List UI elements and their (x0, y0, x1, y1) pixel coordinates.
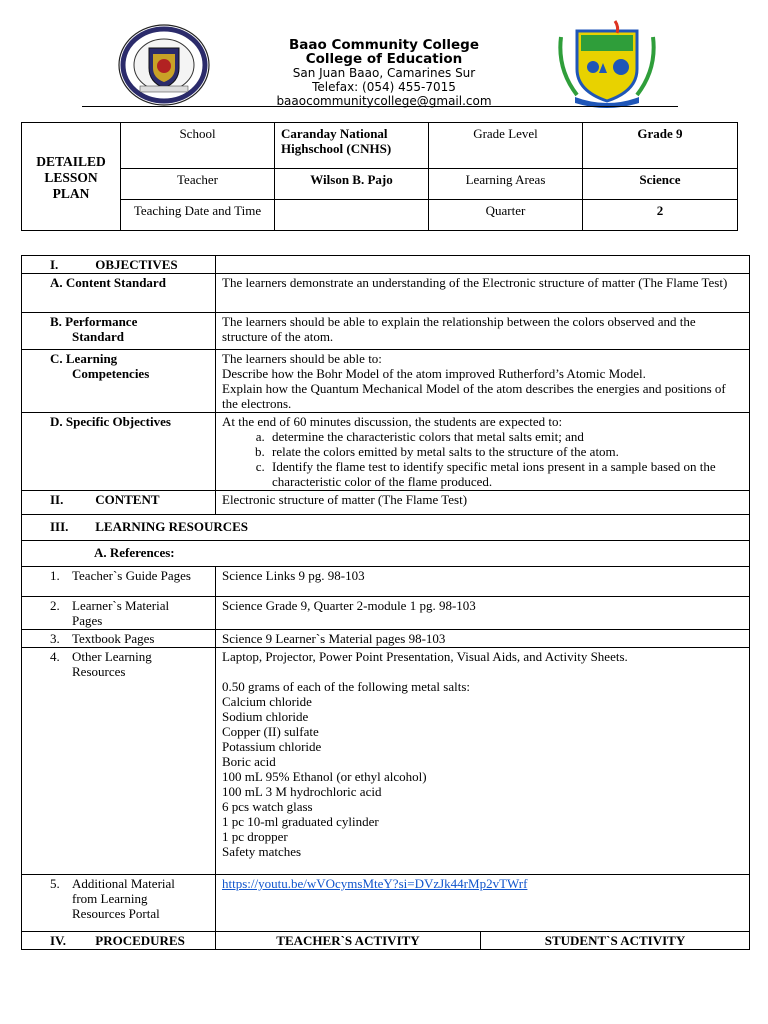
textbook-pages-value: Science 9 Learner`s Material pages 98-103 (216, 630, 750, 648)
content-value: Electronic structure of matter (The Flame Test) (216, 491, 750, 515)
letterhead (0, 0, 768, 112)
performance-standard-text: The learners should be able to explain the relationship between the colors observed and the structure of the atom. (216, 313, 750, 350)
teacher-label: Teacher (121, 169, 275, 200)
content-num: II. (50, 492, 64, 507)
college-seal-logo (118, 24, 210, 106)
procedures-label: PROCEDURES (95, 933, 185, 948)
list-item: Sodium chloride (222, 709, 309, 724)
content-label: CONTENT (95, 492, 160, 507)
learning-areas-value: Science (583, 169, 738, 200)
content-standard-label: A. Content Standard (22, 274, 216, 313)
competencies-label-b: Competencies (72, 366, 150, 381)
references-row (22, 541, 750, 567)
list-item: 1 pc dropper (222, 829, 288, 844)
list-item: 6 pcs watch glass (222, 799, 313, 814)
competencies-row (22, 350, 750, 413)
resources-heading: LEARNING RESOURCES (95, 519, 249, 534)
grade-level-label: Grade Level (429, 123, 583, 169)
specific-objectives-list (222, 429, 743, 489)
specific-objectives-row (22, 413, 750, 491)
competencies-item-1: Describe how the Bohr Model of the atom improved Rutherford’s Atomic Model. (222, 366, 646, 381)
procedures-num: IV. (50, 933, 67, 948)
specific-objectives-intro: At the end of 60 minutes discussion, the students are expected to: (222, 414, 563, 429)
item-num: 2. (50, 598, 60, 613)
item-num: 5. (50, 876, 60, 891)
other-resources-intro: Laptop, Projector, Power Point Presentation, Visual Aids, and Activity Sheets. (222, 649, 628, 664)
table-row (22, 567, 750, 597)
list-item: a. determine the characteristic colors that metal salts emit; and (268, 429, 743, 444)
list-item: 100 mL 3 M hydrochloric acid (222, 784, 382, 799)
procedures-heading-row (22, 932, 750, 950)
portal-label: Additional Material from Learning Resources Portal (72, 876, 175, 921)
list-item: 1 pc 10-ml graduated cylinder (222, 814, 379, 829)
lesson-info-table (21, 122, 738, 231)
list-item: Boric acid (222, 754, 276, 769)
student-activity-header: STUDENT`S ACTIVITY (481, 932, 750, 950)
specific-objectives-label: D. Specific Objectives (22, 413, 216, 491)
textbook-pages-label: Textbook Pages (72, 631, 155, 646)
college-name: Baao Community College (288, 37, 479, 53)
teachers-guide-label: Teacher`s Guide Pages (72, 568, 191, 583)
table-row (22, 630, 750, 648)
competencies-label-a: C. Learning (50, 351, 118, 366)
teacher-value: Wilson B. Pajo (275, 169, 429, 200)
list-item: Copper (II) sulfate (222, 724, 319, 739)
college-telefax: Telefax: (054) 455-7015 (312, 80, 456, 94)
lesson-plan-title: DETAILED LESSON PLAN (22, 123, 121, 231)
teaching-date-value (275, 200, 429, 231)
item-num: 1. (50, 568, 60, 583)
learners-material-label: Learner`s Material Pages (72, 598, 170, 628)
table-row (22, 597, 750, 630)
objectives-heading-row (22, 256, 750, 274)
resources-num: III. (50, 519, 69, 534)
college-department: College of Education (305, 51, 463, 67)
content-standard-row (22, 274, 750, 313)
list-item: b. relate the colors emitted by metal salts to the structure of the atom. (268, 444, 743, 459)
competencies-intro: The learners should be able to: (222, 351, 382, 366)
objectives-heading: OBJECTIVES (95, 257, 178, 272)
performance-label-b: Standard (72, 329, 125, 344)
learning-areas-label: Learning Areas (429, 169, 583, 200)
content-row (22, 491, 750, 515)
list-item: Potassium chloride (222, 739, 322, 754)
college-of-education-logo (555, 17, 659, 109)
item-num: 4. (50, 649, 60, 664)
other-resources-label: Other Learning Resources (72, 649, 152, 679)
teachers-guide-value: Science Links 9 pg. 98-103 (216, 567, 750, 597)
school-label: School (121, 123, 275, 169)
header-divider (82, 106, 678, 107)
college-info (236, 38, 532, 108)
list-item: c. Identify the flame test to identify specific metal ions present in a sample based on the characteristic color of the flame produced. (268, 459, 743, 489)
lesson-plan-table (21, 255, 750, 950)
content-standard-text: The learners demonstrate an understanding of the Electronic structure of matter (The Flame Test) (216, 274, 750, 313)
performance-label-a: B. Performance (50, 314, 138, 329)
table-row (22, 875, 750, 932)
list-item: Safety matches (222, 844, 302, 859)
grade-level-value: Grade 9 (583, 123, 738, 169)
resources-heading-row (22, 515, 750, 541)
teaching-date-label: Teaching Date and Time (121, 200, 275, 231)
youtube-link[interactable]: https://youtu.be/wVOcymsMteY?si=DVzJk44rMp2vTWrf (222, 876, 528, 891)
quarter-label: Quarter (429, 200, 583, 231)
competencies-item-2: Explain how the Quantum Mechanical Model of the atom describes the energies and positions of the electrons. (222, 381, 726, 411)
references-label: A. References: (22, 541, 750, 567)
learners-material-value: Science Grade 9, Quarter 2-module 1 pg. 98-103 (216, 597, 750, 630)
list-item: Calcium chloride (222, 694, 312, 709)
table-row (22, 648, 750, 875)
quarter-value: 2 (583, 200, 738, 231)
item-num: 3. (50, 631, 60, 646)
college-email[interactable]: baaocommunitycollege@gmail.com (276, 94, 492, 108)
objectives-num: I. (50, 257, 59, 272)
college-address: San Juan Baao, Camarines Sur (292, 66, 476, 80)
school-value: Caranday National Highschool (CNHS) (275, 123, 429, 169)
list-item: 100 mL 95% Ethanol (or ethyl alcohol) (222, 769, 427, 784)
teacher-activity-header: TEACHER`S ACTIVITY (216, 932, 481, 950)
performance-standard-row (22, 313, 750, 350)
metal-salts-intro: 0.50 grams of each of the following metal salts: (222, 679, 471, 694)
